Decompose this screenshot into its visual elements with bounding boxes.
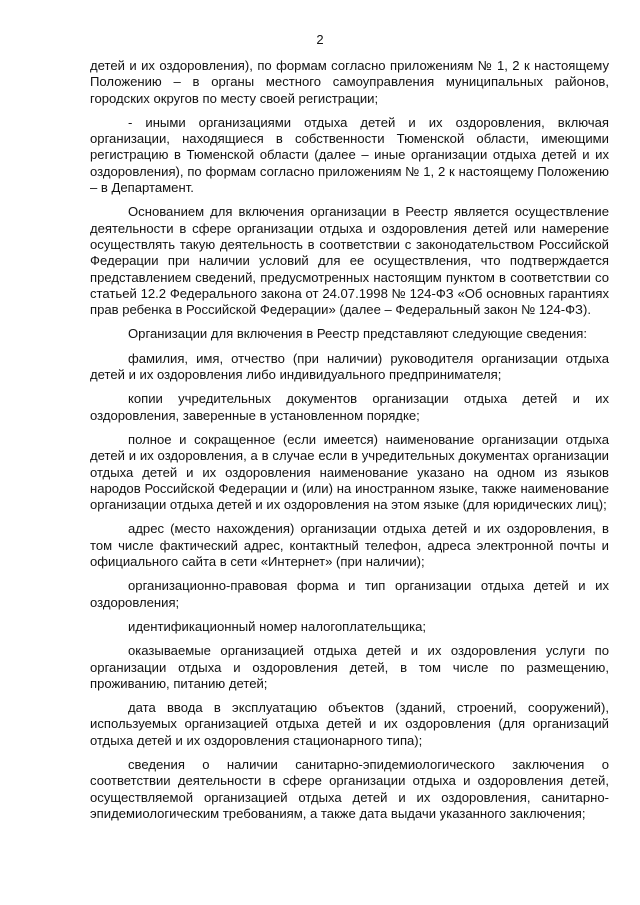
list-item-head-name: фамилия, имя, отчество (при наличии) руководителя организации отдыха детей и их оздоровления либо индивидуального предпринимателя; [90,350,609,383]
list-item-address: адрес (место нахождения) организации отдыха детей и их оздоровления, в том числе фактический адрес, контактный телефон, адреса электронной почты и официального сайта в сети «Интернет» (при наличии); [90,521,609,570]
list-item-tax-id: идентификационный номер налогоплательщика; [128,618,427,634]
page-number: 2 [316,32,324,47]
paragraph-continuation: детей и их оздоровления), по формам согласно приложениям № 1, 2 к настоящему Положению – в органы местного самоуправления муниципальных районов, городских округов по месту своей регистрации; [90,58,609,106]
list-item-organization-name: полное и сокращенное (если имеется) наименование организации отдыха детей и их оздоровления, а в случае если в учредительных документах организации отдыха детей и их оздоровления наименование указано на одном из языков народов Российской Федерации и (или) на иностранном языке, также наименование организации отдыха детей и их оздоровления на этом языке (для юридических лиц); [90,431,609,513]
list-item-commissioning-date: дата ввода в эксплуатацию объектов (зданий, строений, сооружений), используемых организацией отдыха детей и их оздоровления (для организаций отдыха детей и их оздоровления стационарного типа); [90,700,609,748]
list-item-sanitary-conclusion: сведения о наличии санитарно-эпидемиологического заключения о соответствии деятельности в сфере организации отдыха и оздоровления детей, осуществляемой организацией отдыха детей и их оздоровления, санитарно-эпидемиологическим требованиям, а также дата выдачи указанного заключения; [90,756,609,821]
list-item-legal-form: организационно-правовая форма и тип организации отдыха детей и их оздоровления; [90,578,609,610]
list-item-services: оказываемые организацией отдыха детей и их оздоровления услуги по организации отдыха и оздоровления детей, в том числе по размещению, проживанию, питанию детей; [90,643,609,691]
paragraph-required-information: Организации для включения в Реестр представляют следующие сведения: [128,326,587,342]
document-body [90,58,609,830]
list-item-founding-documents: копии учредительных документов организации отдыха детей и их оздоровления, заверенные в установленном порядке; [90,391,609,423]
paragraph-other-organizations: - иными организациями отдыха детей и их оздоровления, включая организации, находящиеся в собственности Тюменской области, имеющими регистрацию в Тюменской области (далее – иные организации отдыха детей и их оздоровления), по формам согласно приложениям № 1, 2 к настоящему Положению – в Департамент. [90,114,609,196]
paragraph-basis-for-inclusion: Основанием для включения организации в Реестр является осуществление деятельности в сфере организации отдыха и оздоровления детей или намерение осуществлять такую деятельность в соответствии с законодательством Российской Федерации при наличии условий для ее осуществления, что подтверждается представлением сведений, предусмотренных настоящим пунктом в соответствии со статьей 12.2 Федерального закона от 24.07.1998 № 124-ФЗ «Об основных гарантиях прав ребенка в Российской Федерации» (далее – Федеральный закон № 124-ФЗ). [90,204,609,318]
